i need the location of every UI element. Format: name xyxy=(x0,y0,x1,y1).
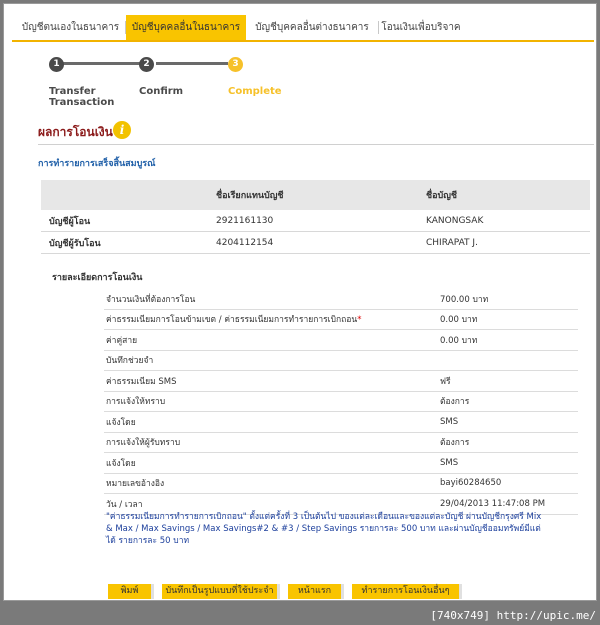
step-2-label: Confirm xyxy=(139,86,184,97)
transfer-tabs xyxy=(12,15,594,42)
account-table-header xyxy=(41,180,590,210)
fee-note: "ค่าธรรมเนียมการทำรายการเบิกถอน" ตั้งแต่ครั้งที่ 3 เป็นต้นไป ของแต่ละเดือนและของแต่ละบัญชี ผ่านบัญชีกรุงศรี Mix & Max / Max Savings / Max Savings#2 & #3 / Step Savings รายการละ 500 บาท และผ่านบัญชีออมทรัพย์มีแต่ได้ รายการละ 50 บาท xyxy=(106,512,542,546)
progress-steps xyxy=(4,56,597,116)
receiver-account-number: 4204112154 xyxy=(216,237,274,248)
save-template-button[interactable]: บันทึกเป็นรูปแบบที่ใช้ประจำ xyxy=(162,584,280,599)
sender-account-name: KANONGSAK xyxy=(426,215,484,226)
detail-value: SMS xyxy=(440,416,459,427)
print-button[interactable]: พิมพ์ xyxy=(108,584,154,599)
step-connector xyxy=(62,62,142,65)
detail-row-receiver-notify-by xyxy=(104,453,578,474)
detail-value: ต้องการ xyxy=(440,438,470,449)
detail-label: ค่าคู่สาย xyxy=(106,335,138,346)
step-1-circle: 1 xyxy=(49,57,64,72)
step-3-circle: 3 xyxy=(228,57,243,72)
account-table xyxy=(41,180,590,254)
tab-donation[interactable]: โอนเงินเพื่อบริจาค xyxy=(381,22,461,33)
step-1-label-line1: Transfer xyxy=(49,86,96,97)
detail-label xyxy=(106,312,361,326)
detail-value: 29/04/2013 11:47:08 PM xyxy=(440,498,546,509)
detail-row-notify-receiver xyxy=(104,433,578,454)
step-2-circle: 2 xyxy=(139,57,154,72)
detail-label: ค่าธรรมเนียม SMS xyxy=(106,376,177,387)
detail-value: 0.00 บาท xyxy=(440,335,478,346)
detail-label: การแจ้งให้ผู้รับทราบ xyxy=(106,438,181,449)
row-label-receiver: บัญชีผู้รับโอน xyxy=(49,238,101,249)
row-label-sender: บัญชีผู้โอน xyxy=(49,216,91,227)
step-1-label xyxy=(49,86,114,108)
result-title: ผลการโอนเงิน xyxy=(38,125,113,139)
detail-value: 700.00 บาท xyxy=(440,294,489,305)
detail-value: 0.00 บาท xyxy=(440,315,478,326)
header-account-name: ชื่อบัญชี xyxy=(426,191,458,201)
status-message: การทำรายการเสร็จสิ้นสมบูรณ์ xyxy=(38,159,156,169)
step-1-label-line2: Transaction xyxy=(49,97,115,108)
detail-row-line-fee xyxy=(104,330,578,351)
tab-own-account[interactable]: บัญชีตนเองในธนาคาร xyxy=(21,22,120,33)
detail-value: ฟรี xyxy=(440,376,451,387)
detail-value: ต้องการ xyxy=(440,397,470,408)
step-3-label: Complete xyxy=(228,86,282,97)
detail-row-fee xyxy=(104,310,578,331)
page-frame xyxy=(3,3,597,601)
tab-other-account-same-bank[interactable]: บัญชีบุคคลอื่นในธนาคาร xyxy=(126,15,246,40)
details-title: รายละเอียดการโอนเงิน xyxy=(52,273,143,283)
detail-label: วัน / เวลา xyxy=(106,499,143,510)
detail-row-notify xyxy=(104,392,578,413)
new-transfer-button[interactable]: ทำรายการโอนเงินอื่นๆ xyxy=(352,584,462,599)
detail-row-memo xyxy=(104,351,578,372)
details-list xyxy=(104,289,578,515)
info-icon: i xyxy=(113,121,131,139)
watermark: [740x749] http://upic.me/ xyxy=(430,609,596,622)
title-divider xyxy=(38,144,594,145)
required-star: * xyxy=(357,315,362,326)
header-alias: ชื่อเรียกแทนบัญชี xyxy=(216,191,284,201)
table-row xyxy=(41,232,590,254)
step-connector xyxy=(156,62,228,65)
detail-row-notify-by xyxy=(104,412,578,433)
detail-value: bayi60284650 xyxy=(440,478,502,489)
detail-row-sms-fee xyxy=(104,371,578,392)
detail-label: หมายเลขอ้างอิง xyxy=(106,479,165,490)
sender-account-number: 2921161130 xyxy=(216,215,274,226)
home-button[interactable]: หน้าแรก xyxy=(288,584,344,599)
detail-label: แจ้งโดย xyxy=(106,458,136,469)
tab-other-bank[interactable]: บัญชีบุคคลอื่นต่างธนาคาร xyxy=(255,22,369,33)
detail-row-reference xyxy=(104,474,578,495)
receiver-account-name: CHIRAPAT J. xyxy=(426,237,478,248)
detail-label: การแจ้งให้ทราบ xyxy=(106,397,166,408)
detail-label: แจ้งโดย xyxy=(106,417,136,428)
table-row xyxy=(41,210,590,232)
detail-row-amount xyxy=(104,289,578,310)
detail-label: จำนวนเงินที่ต้องการโอน xyxy=(106,294,196,305)
detail-label: บันทึกช่วยจำ xyxy=(106,356,154,367)
tab-divider xyxy=(378,21,379,34)
fee-label-text: ค่าธรรมเนียมการโอนข้ามเขต / ค่าธรรมเนียมการทำรายการเบิกถอน xyxy=(106,315,358,326)
detail-value: SMS xyxy=(440,457,459,468)
